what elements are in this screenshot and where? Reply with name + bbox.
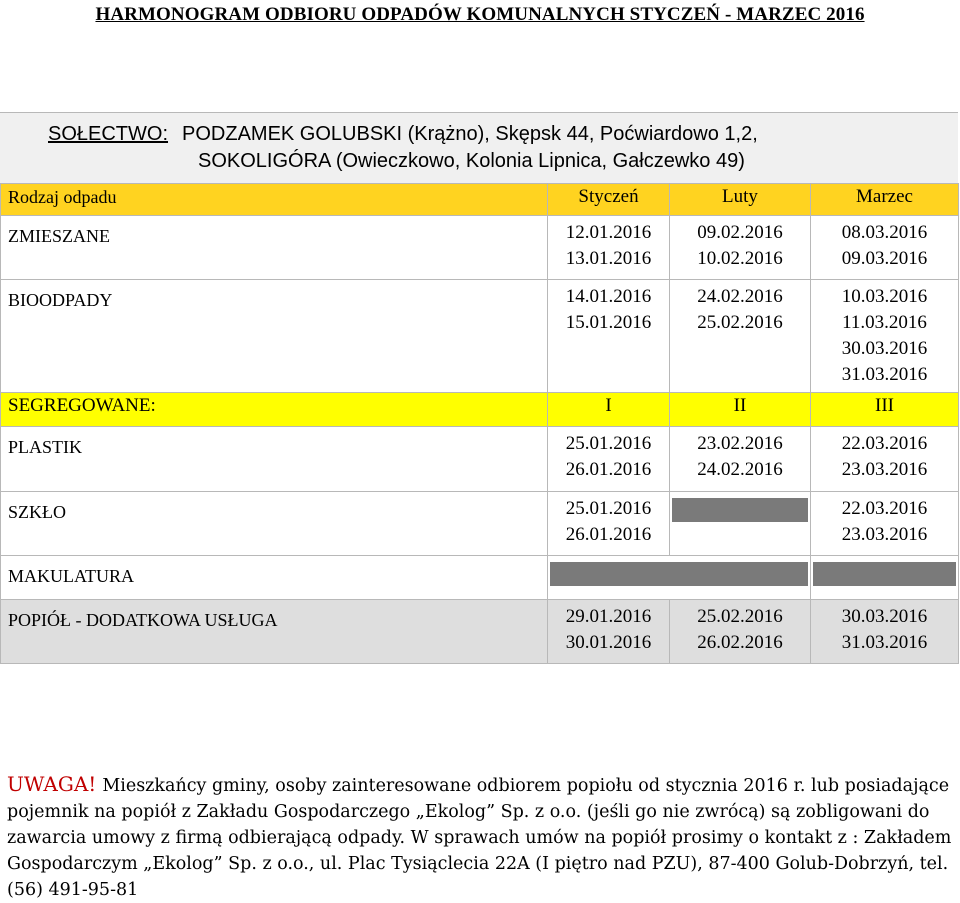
solectwo-label: SOŁECTWO:	[48, 123, 169, 145]
period-iii: III	[811, 393, 959, 427]
label-szklo: SZKŁO	[1, 492, 548, 556]
dates-zmieszane-feb: 09.02.2016 10.02.2016	[670, 216, 811, 280]
dates-plastik-mar: 22.03.2016 23.03.2016	[811, 427, 959, 492]
dates-popiol-feb: 25.02.2016 26.02.2016	[670, 600, 811, 664]
label-bioodpady: BIOODPADY	[1, 280, 548, 393]
label-plastik: PLASTIK	[1, 427, 548, 492]
label-popiol: POPIÓŁ - DODATKOWA USŁUGA	[1, 600, 548, 664]
warning-heading: UWAGA!	[7, 772, 97, 796]
row-zmieszane	[1, 216, 959, 280]
no-collection-bar	[550, 562, 808, 586]
document-title: HARMONOGRAM ODBIORU ODPADÓW KOMUNALNYCH STYCZEŃ - MARZEC 2016	[95, 4, 865, 25]
label-makulatura: MAKULATURA	[1, 556, 548, 600]
row-bioodpady	[1, 280, 959, 393]
row-popiol	[1, 600, 959, 664]
dates-popiol-jan: 29.01.2016 30.01.2016	[548, 600, 670, 664]
table-header-row	[1, 184, 959, 216]
dates-bioodpady-jan: 14.01.2016 15.01.2016	[548, 280, 670, 393]
period-i: I	[548, 393, 670, 427]
solectwo-header-line-1	[48, 123, 758, 146]
label-zmieszane: ZMIESZANE	[1, 216, 548, 280]
header-month-mar: Marzec	[811, 184, 959, 216]
szklo-feb-no-collection	[670, 492, 811, 556]
makulatura-jan-feb-no-collection	[548, 556, 811, 600]
label-segregowane: SEGREGOWANE:	[1, 393, 548, 427]
dates-popiol-mar: 30.03.2016 31.03.2016	[811, 600, 959, 664]
notice-paragraph	[7, 771, 952, 903]
dates-zmieszane-jan: 12.01.2016 13.01.2016	[548, 216, 670, 280]
solectwo-villages-line-2: SOKOLIGÓRA (Owieczkowo, Kolonia Lipnica, Gałczewko 49)	[198, 150, 745, 172]
no-collection-bar	[813, 562, 956, 586]
row-szklo	[1, 492, 959, 556]
no-collection-bar	[672, 498, 808, 522]
header-waste-type: Rodzaj odpadu	[1, 184, 548, 216]
dates-plastik-jan: 25.01.2016 26.01.2016	[548, 427, 670, 492]
row-makulatura	[1, 556, 959, 600]
dates-szklo-jan: 25.01.2016 26.01.2016	[548, 492, 670, 556]
dates-zmieszane-mar: 08.03.2016 09.03.2016	[811, 216, 959, 280]
dates-szklo-mar: 22.03.2016 23.03.2016	[811, 492, 959, 556]
dates-bioodpady-mar: 10.03.2016 11.03.2016 30.03.2016 31.03.2016	[811, 280, 959, 393]
schedule-table	[0, 183, 959, 664]
warning-body: Mieszkańcy gminy, osoby zainteresowane odbiorem popiołu od stycznia 2016 r. lub posiadające pojemnik na popiół z Zakładu Gospodarczego „Ekolog” Sp. z o.o. (jeśli go nie zwrócą) są zobligowani do zawarcia umowy z firmą odbierającą odpady. W sprawach umów na popiół prosimy o kontakt z : Zakładem Gospodarczym „Ekolog” Sp. z o.o., ul. Plac Tysiąclecia 22A (I piętro nad PZU), 87-400 Golub-Dobrzyń, tel. (56) 491-95-81	[7, 776, 952, 900]
row-plastik	[1, 427, 959, 492]
row-segregowane	[1, 393, 959, 427]
dates-bioodpady-feb: 24.02.2016 25.02.2016	[670, 280, 811, 393]
solectwo-villages-line-1: PODZAMEK GOLUBSKI (Krążno), Skępsk 44, Poćwiardowo 1,2,	[182, 123, 758, 145]
dates-plastik-feb: 23.02.2016 24.02.2016	[670, 427, 811, 492]
makulatura-mar-no-collection	[811, 556, 959, 600]
header-month-jan: Styczeń	[548, 184, 670, 216]
period-ii: II	[670, 393, 811, 427]
header-month-feb: Luty	[670, 184, 811, 216]
